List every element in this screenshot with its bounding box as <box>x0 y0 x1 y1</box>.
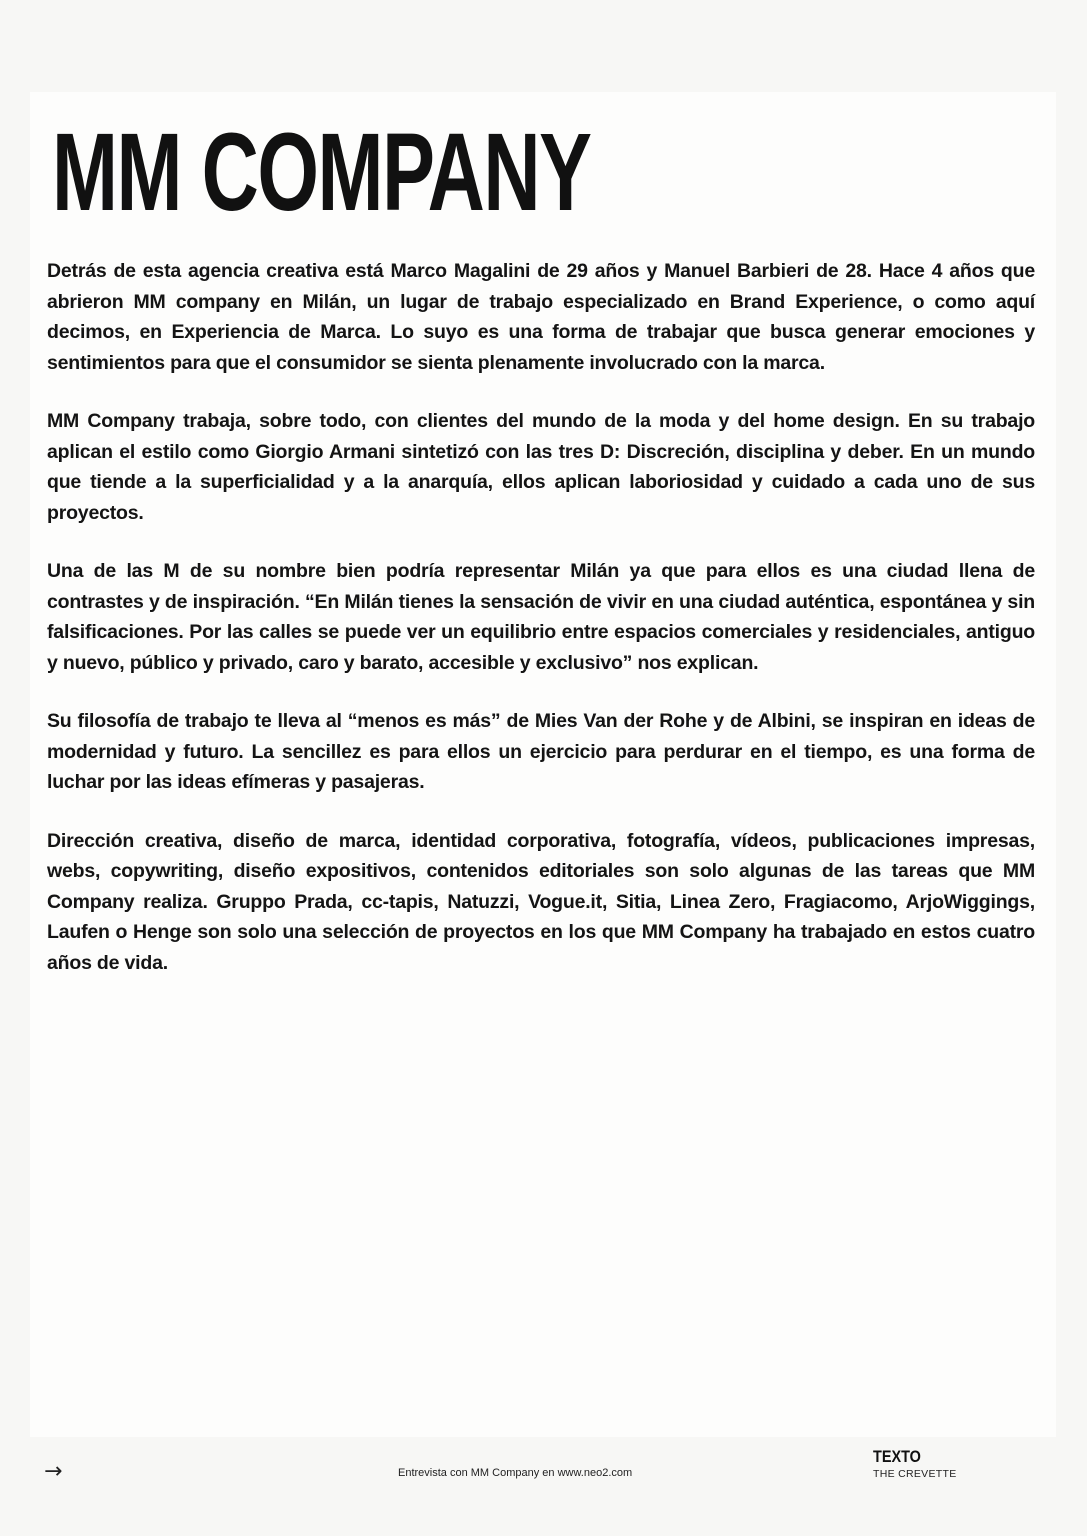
footer-credit-block <box>873 1447 957 1481</box>
footer-source: Entrevista con MM Company en www.neo2.com <box>398 1467 633 1479</box>
footer-label: TEXTO <box>873 1447 921 1466</box>
article-body <box>47 256 1035 1006</box>
paragraph-milan: Una de las M de su nombre bien podría representar Milán ya que para ellos es una ciudad llena de contrastes y de inspiración. “En Milán tienes la sensación de vivir en una ciudad auténtica, espontánea y sin falsificaciones. Por las calles se puede ver un equilibrio entre espacios comerciales y residenciales, antiguo y nuevo, público y privado, caro y barato, accesible y exclusivo” nos explican. <box>47 560 1035 674</box>
paragraph-philosophy: Su filosofía de trabajo te lleva al “menos es más” de Mies Van der Rohe y de Albini, se inspiran en ideas de modernidad y futuro. La sencillez es para ellos un ejercicio para perdurar en el tiempo, es una forma de luchar por las ideas efímeras y pasajeras. <box>47 710 1035 793</box>
paragraph-services: Dirección creativa, diseño de marca, identidad corporativa, fotografía, vídeos, publicaciones impresas, webs, copywriting, diseño expositivos, contenidos editoriales son solo algunas de las tareas que MM Company realiza. Gruppo Prada, cc-tapis, Natuzzi, Vogue.it, Sitia, Linea Zero, Fragiacomo, ArjoWiggings, Laufen o Henge son solo una selección de proyectos en los que MM Company ha trabajado en estos cuatro años de vida. <box>47 829 1035 974</box>
page-title: MM COMPANY <box>52 111 591 234</box>
footer-credit: THE CREVETTE <box>873 1468 957 1480</box>
paragraph-clients: MM Company trabaja, sobre todo, con clientes del mundo de la moda y del home design. En su trabajo aplican el estilo como Giorgio Armani sintetizó con las tres D: Discreción, disciplina y deber. En un mundo que tiende a la superficialidad y a la anarquía, ellos aplican laboriosidad y cuidado a cada uno de sus proyectos. <box>47 410 1035 524</box>
paragraph-intro: Detrás de esta agencia creativa está Marco Magalini de 29 años y Manuel Barbieri de 28. Hace 4 años que abrieron MM company en Milán, un lugar de trabajo especializado en Brand Experience, o como aquí decimos, en Experiencia de Marca. Lo suyo es una forma de trabajar que busca generar emociones y sentimientos para que el consumidor se sienta plenamente involucrado con la marca. <box>47 260 1035 374</box>
arrow-right-icon: → <box>44 1459 63 1484</box>
